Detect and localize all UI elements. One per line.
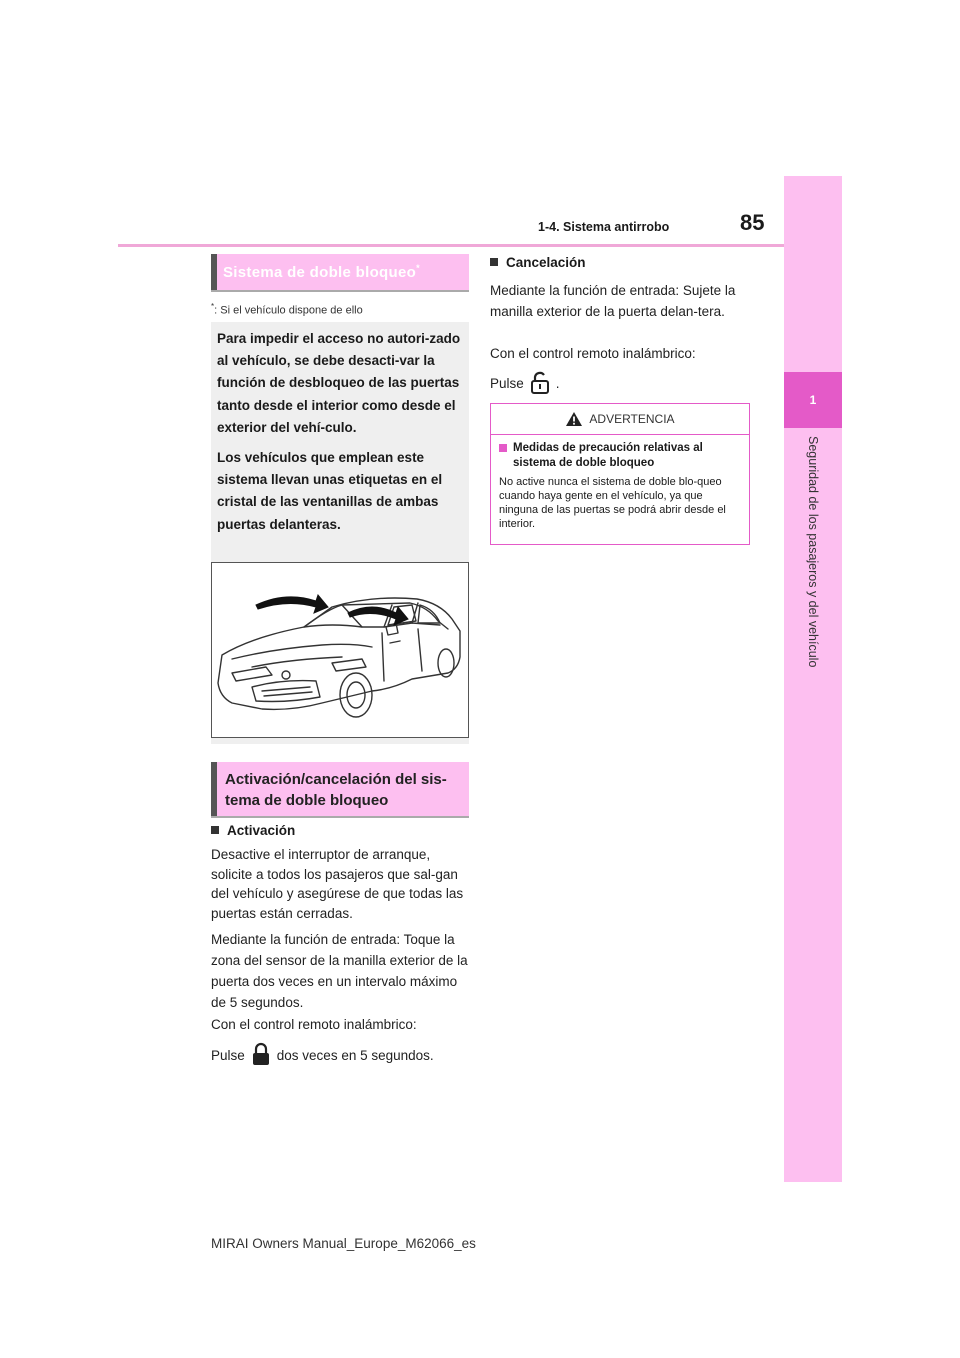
page-title-mark: * — [416, 263, 420, 273]
section-header: 1-4. Sistema antirrobo — [538, 220, 670, 234]
cancellation-heading-text: Cancelación — [506, 255, 586, 270]
section-accent-bar — [211, 762, 217, 816]
square-bullet-icon — [211, 826, 219, 834]
cancellation-paragraph-1: Mediante la función de entrada: Sujete la manilla exterior de la puerta delan-tera. — [490, 283, 736, 319]
cancellation-pulse-before: Pulse — [490, 376, 524, 391]
page-title-band — [211, 254, 469, 290]
cancellation-paragraph-2: Con el control remoto inalámbrico: — [490, 346, 696, 361]
unlock-icon — [530, 370, 550, 394]
chapter-number: 1 — [809, 393, 817, 407]
activation-pulse-before: Pulse — [211, 1048, 245, 1063]
title-accent-bar — [211, 254, 217, 290]
activation-pulse-after: dos veces en 5 segundos. — [276, 1048, 434, 1063]
chapter-title: Seguridad de los pasajeros y del vehículo — [806, 436, 820, 668]
section-rule — [211, 816, 469, 818]
section-heading-band — [211, 762, 469, 816]
cancellation-pulse-after: . — [555, 376, 560, 391]
activation-heading — [211, 823, 295, 838]
intro-paragraph-1: Para impedir el acceso no autori-zado al vehículo, se debe desacti-var la función de desbloqueo de las puertas tanto desde el interior como desde el exterior del vehí-culo. — [217, 331, 461, 435]
footer-text: MIRAI Owners Manual_Europe_M62066_es — [211, 1236, 476, 1251]
warning-triangle-icon — [565, 411, 583, 427]
activation-pulse-line — [211, 1042, 469, 1066]
activation-paragraph-3: Con el control remoto inalámbrico: — [211, 1017, 417, 1032]
warning-subheading — [499, 441, 743, 471]
page-title-text: Sistema de doble bloqueo — [223, 264, 417, 281]
car-drawing — [212, 563, 468, 737]
chapter-tab — [784, 372, 842, 428]
warning-box — [490, 403, 750, 545]
footnote-mark: * — [211, 302, 215, 311]
square-bullet-icon — [499, 444, 507, 452]
title-rule — [211, 290, 469, 292]
intro-box — [211, 322, 469, 744]
cancellation-heading — [490, 255, 586, 270]
chapter-title-vertical — [784, 436, 842, 706]
page-title — [223, 263, 420, 281]
lock-icon — [251, 1042, 271, 1066]
warning-header — [491, 404, 749, 435]
intro-text — [217, 328, 463, 544]
activation-paragraph-1: Desactive el interruptor de arranque, solicite a todos los pasajeros que sal-gan del vehículo y asegúrese de que todas las puertas están cerradas. — [211, 847, 464, 921]
warning-text: No active nunca el sistema de doble blo-queo cuando haya gente en el vehículo, ya que ninguna de las puertas se podrá abrir desde el interior. — [499, 476, 726, 530]
footnote — [211, 302, 363, 317]
activation-heading-text: Activación — [227, 823, 296, 838]
warning-body — [499, 441, 743, 531]
warning-subheading-text: Medidas de precaución relativas al sistema de doble bloqueo — [513, 442, 703, 469]
intro-paragraph-2: Los vehículos que emplean este sistema llevan unas etiquetas en el cristal de las ventanillas de ambas puertas delanteras. — [217, 450, 443, 532]
page-number: 85 — [740, 210, 765, 235]
section-heading: Activación/cancelación del sis-tema de doble bloqueo — [225, 771, 447, 809]
square-bullet-icon — [490, 258, 498, 266]
car-illustration — [211, 562, 469, 738]
warning-title: ADVERTENCIA — [589, 412, 675, 426]
activation-paragraph-2: Mediante la función de entrada: Toque la zona del sensor de la manilla exterior de la puerta dos veces en un intervalo máximo de 5 segundos. — [211, 932, 468, 1010]
header-rule — [118, 244, 784, 247]
footnote-text: : Si el vehículo dispone de ello — [214, 304, 363, 317]
cancellation-pulse-line — [490, 370, 748, 394]
